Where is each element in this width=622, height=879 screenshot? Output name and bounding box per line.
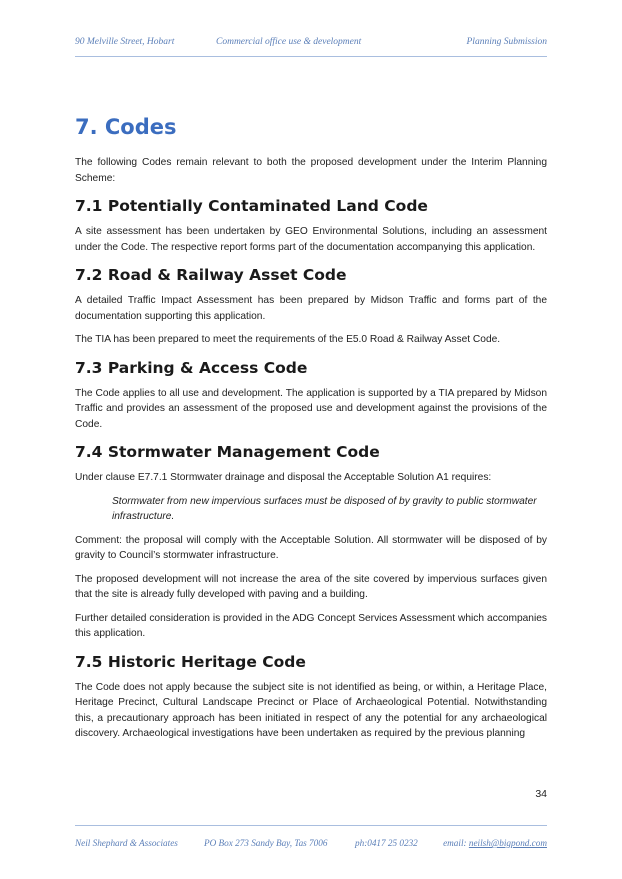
paragraph: The TIA has been prepared to meet the requirements of the E5.0 Road & Railway Asset Code.: [75, 334, 501, 345]
section-title-stormwater: 7.4 Stormwater Management Code: [75, 443, 380, 461]
footer-rule: [75, 825, 547, 826]
section-title-contaminated-land: 7.1 Potentially Contaminated Land Code: [75, 197, 428, 215]
footer-email-link[interactable]: neilsh@bigpond.com: [468, 838, 547, 848]
footer-email-label: email:: [443, 838, 467, 848]
footer-email-block: [443, 838, 547, 848]
paragraph: Under clause E7.7.1 Stormwater drainage and disposal the Acceptable Solution A1 requires:: [75, 472, 492, 483]
section-title-road-railway: 7.2 Road & Railway Asset Code: [75, 266, 347, 284]
footer-firm: Neil Shephard & Associates: [75, 838, 178, 848]
paragraph: The proposed development will not increase the area of the site covered by impervious surfaces given that the site is already fully developed with paving and a building.: [75, 573, 547, 600]
header-doc-type: Planning Submission: [466, 37, 547, 47]
footer-po-box: PO Box 273 Sandy Bay, Tas 7006: [204, 838, 328, 848]
paragraph: The Code does not apply because the subject site is not identified as being, or within, a Heritage Place, Heritage Precinct, Cultural Landscape Precinct or Place of Archaeological Potential. Notwithstanding this, a precautionary approach has been initiated in respect of any the potential for any archaeological discovery. Archaeological investigations have been undertaken as required by the previous planning: [75, 681, 547, 739]
page-content: [75, 112, 547, 750]
section-title-parking-access: 7.3 Parking & Access Code: [75, 358, 308, 377]
footer-phone: ph:0417 25 0232: [355, 838, 418, 848]
chapter-intro: The following Codes remain relevant to both the proposed development under the Interim Planning Scheme:: [75, 157, 547, 184]
paragraph: Further detailed consideration is provided in the ADG Concept Services Assessment which accompanies this application.: [75, 612, 547, 639]
header-project: Commercial office use & development: [216, 37, 362, 47]
page-number: 34: [535, 788, 547, 800]
quoted-requirement: Stormwater from new impervious surfaces must be disposed of by gravity to public stormwater infrastructure.: [112, 495, 537, 522]
paragraph: A detailed Traffic Impact Assessment has been prepared by Midson Traffic and forms part of the documentation supporting this application.: [75, 295, 547, 322]
header-address: 90 Melville Street, Hobart: [75, 37, 175, 47]
header-rule: [75, 56, 547, 57]
paragraph: Comment: the proposal will comply with the Acceptable Solution. All stormwater will be disposed of by gravity to Council’s stormwater infrastructure.: [75, 534, 547, 561]
paragraph: The Code applies to all use and development. The application is supported by a TIA prepared by Midson Traffic and provides an assessment of the proposed use and development against the provisions of the Code.: [75, 387, 547, 430]
chapter-title: 7. Codes: [75, 115, 177, 139]
page-footer: [75, 838, 547, 852]
page-header: [75, 37, 547, 53]
paragraph: A site assessment has been undertaken by GEO Environmental Solutions, including an assessment under the Code. The respective report forms part of the documentation accompanying this application.: [75, 226, 547, 253]
section-title-historic-heritage: 7.5 Historic Heritage Code: [75, 652, 306, 671]
